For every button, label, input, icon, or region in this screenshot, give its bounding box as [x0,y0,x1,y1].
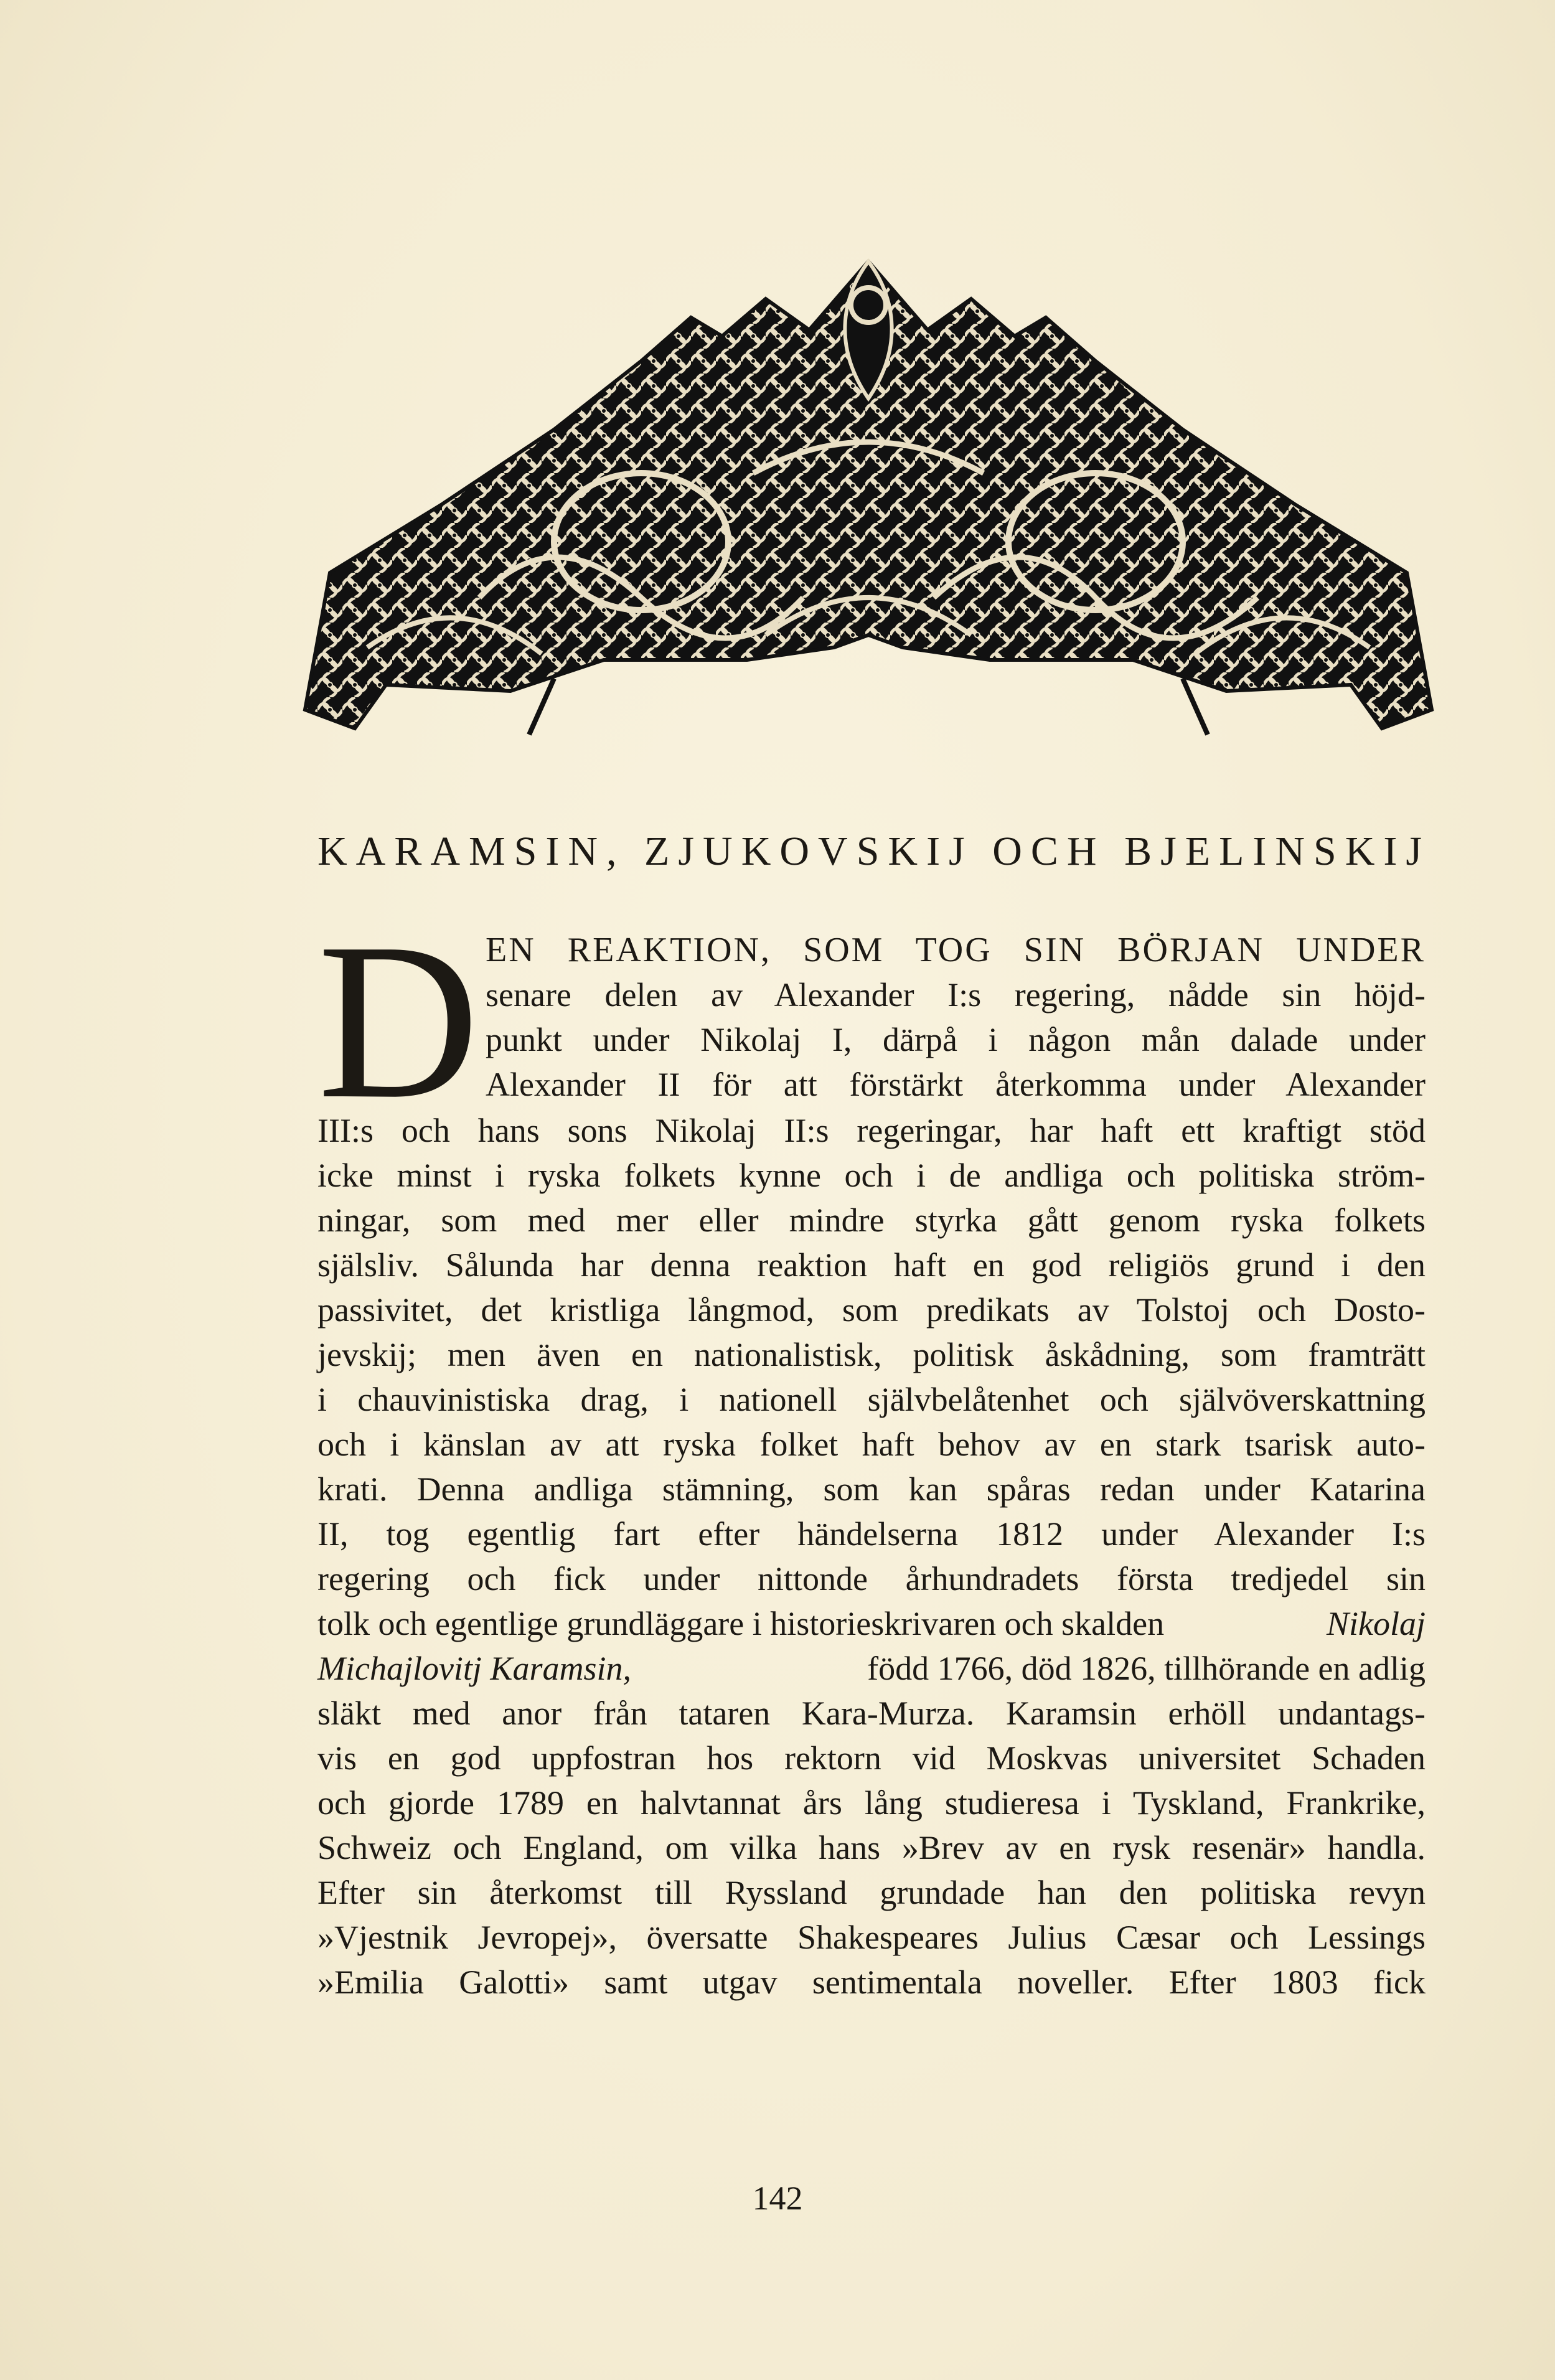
text-line: »Vjestnik Jevropej», översatte Shakespeares Julius Cæsar och Lessings [317,1919,1426,1956]
text-line: Efter sin återkomst till Ryssland grundade han den politiska revyn [317,1874,1426,1911]
italic-name: Michajlovitj Karamsin, [317,1650,631,1687]
drop-cap: D [317,896,479,1145]
text-line: regering och fick under nittonde århundradets första tredjedel sin [317,1560,1426,1597]
text-line: och gjorde 1789 en halvtannat års lång studieresa i Tyskland, Frankrike, [317,1784,1426,1822]
text-segment: född 1766, död 1826, tillhörande en adlig [867,1650,1426,1687]
italic-name: Nikolaj [1327,1605,1426,1642]
text-line [317,1601,1426,1646]
text-line [317,1646,1426,1691]
text-line: passivitet, det kristliga långmod, som predikats av Tolstoj och Dosto- [317,1291,1426,1329]
text-line: ningar, som med mer eller mindre styrka gått genom ryska folkets [317,1202,1426,1239]
text-line: vis en god uppfostran hos rektorn vid Moskvas universitet Schaden [317,1739,1426,1777]
text-line: icke minst i ryska folkets kynne och i de andliga och politiska ström- [317,1157,1426,1194]
text-line: EN REAKTION, SOM TOG SIN BÖRJAN UNDER [486,931,1426,969]
text-segment: tolk och egentlige grundläggare i historieskrivaren och skalden [317,1605,1165,1642]
chapter-heading: KARAMSIN, ZJUKOVSKIJ OCH BJELINSKIJ [317,829,1431,874]
text-line: krati. Denna andliga stämning, som kan spåras redan under Katarina [317,1470,1426,1508]
text-line: punkt under Nikolaj I, därpå i någon mån dalade under [486,1021,1426,1058]
text-line: Alexander II för att förstärkt återkomma under Alexander [486,1066,1426,1103]
text-line: Schweiz och England, om vilka hans »Brev av en rysk resenär» handla. [317,1829,1426,1866]
text-line: och i känslan av att ryska folket haft behov av en stark tsarisk auto- [317,1426,1426,1463]
text-line: »Emilia Galotti» samt utgav sentimentala noveller. Efter 1803 fick [317,1964,1426,2001]
text-line: jevskij; men även en nationalistisk, politisk åskådning, som framträtt [317,1336,1426,1373]
text-line: III:s och hans sons Nikolaj II:s regeringar, har haft ett kraftigt stöd [317,1112,1426,1149]
text-line: släkt med anor från tataren Kara-Murza. Karamsin erhöll undantags- [317,1695,1426,1732]
text-line: i chauvinistiska drag, i nationell självbelåtenhet och självöverskattning [317,1381,1426,1418]
text-line: II, tog egentlig fart efter händelserna 1812 under Alexander I:s [317,1515,1426,1553]
page-number: 142 [752,2180,803,2217]
text-line: senare delen av Alexander I:s regering, nådde sin höjd- [486,976,1426,1014]
text-line: själsliv. Sålunda har denna reaktion haft en god religiös grund i den [317,1246,1426,1284]
celtic-knotwork-ornament [293,249,1444,760]
